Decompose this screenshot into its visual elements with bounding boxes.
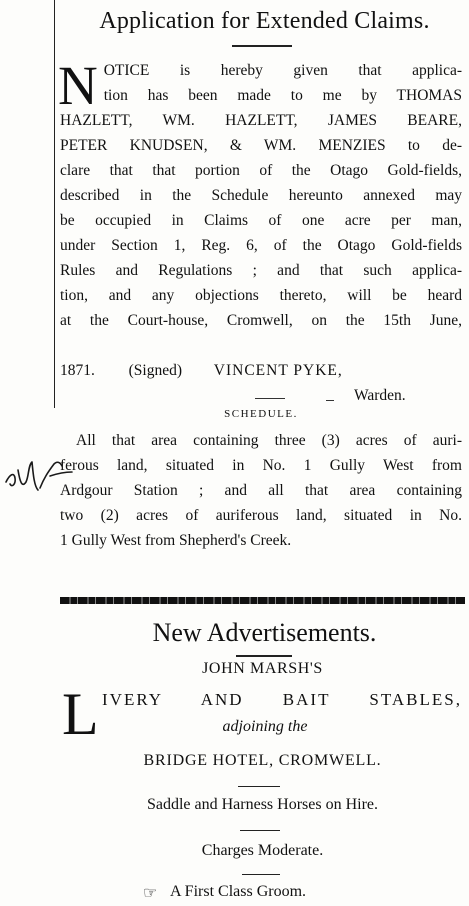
notice-body [58, 55, 462, 333]
schedule-line: All that area containing three (3) acres of auri- [76, 432, 462, 449]
notice-line: tion, and any objections thereto, will be heard [60, 287, 462, 304]
notice-heading: Application for Extended Claims. [99, 8, 430, 34]
schedule-line: 1 Gully West from Shepherd's Creek. [60, 532, 292, 549]
signatory-name: VINCENT PYKE, [213, 362, 343, 379]
schedule-line: Ardgour Station ; and all that area containing [60, 482, 462, 499]
business-dropcap: L [62, 681, 99, 747]
signature-dash [255, 398, 285, 399]
notice-line: OTICE is hereby given that applica- [103, 62, 462, 79]
charges-text: Charges Moderate. [201, 842, 324, 859]
schedule-title: SCHEDULE. [224, 408, 298, 420]
notice-line: tion has been made to me by THOMAS [103, 87, 462, 104]
schedule-line: ferous land, situated in No. 1 Gully West from [60, 457, 462, 474]
heading-underline [232, 45, 292, 47]
notice-line: be occupied in Claims of one acre per man, [60, 212, 462, 229]
schedule-body [60, 428, 462, 553]
rule [238, 786, 280, 787]
notice-line: described in the Schedule hereunto annexed may [60, 187, 462, 204]
section-divider [60, 597, 465, 604]
notice-line: at the Court-house, Cromwell, on the 15th June, [60, 312, 462, 329]
notice-dropcap: N [58, 55, 98, 116]
groom-text: A First Class Groom. [170, 883, 307, 900]
advertisements-heading: New Advertisements. [152, 618, 377, 647]
pointing-hand-icon: ☞ [143, 885, 158, 902]
business-name: IVERY AND BAIT STABLES, [102, 690, 462, 709]
signature-row [60, 362, 462, 380]
notice-year: 1871. [60, 362, 95, 379]
notice-line: under Section 1, Reg. 6, of the Otago Gold-fields [60, 237, 462, 254]
column-rule [54, 0, 55, 408]
schedule-line: two (2) acres of auriferous land, situated in No. [60, 507, 462, 524]
signatory-title: Warden. [354, 387, 406, 404]
signed-label: (Signed) [128, 362, 183, 379]
signature-dash [326, 400, 334, 401]
notice-line: Rules and Regulations ; and that such applica- [60, 262, 462, 279]
proprietor-name: JOHN MARSH'S [202, 660, 323, 677]
notice-line: PETER KNUDSEN, & WM. MENZIES to de- [60, 137, 462, 154]
adjoining-text: adjoining the [222, 718, 308, 735]
handwritten-mark [2, 452, 77, 496]
service-text: Saddle and Harness Horses on Hire. [146, 796, 379, 813]
notice-line: clare that that portion of the Otago Gold-fields, [60, 162, 462, 179]
rule [242, 874, 280, 875]
location-text: BRIDGE HOTEL, CROMWELL. [143, 752, 382, 769]
notice-line: HAZLETT, WM. HAZLETT, JAMES BEARE, [60, 112, 462, 129]
rule [240, 830, 280, 831]
heading-underline [236, 655, 292, 657]
